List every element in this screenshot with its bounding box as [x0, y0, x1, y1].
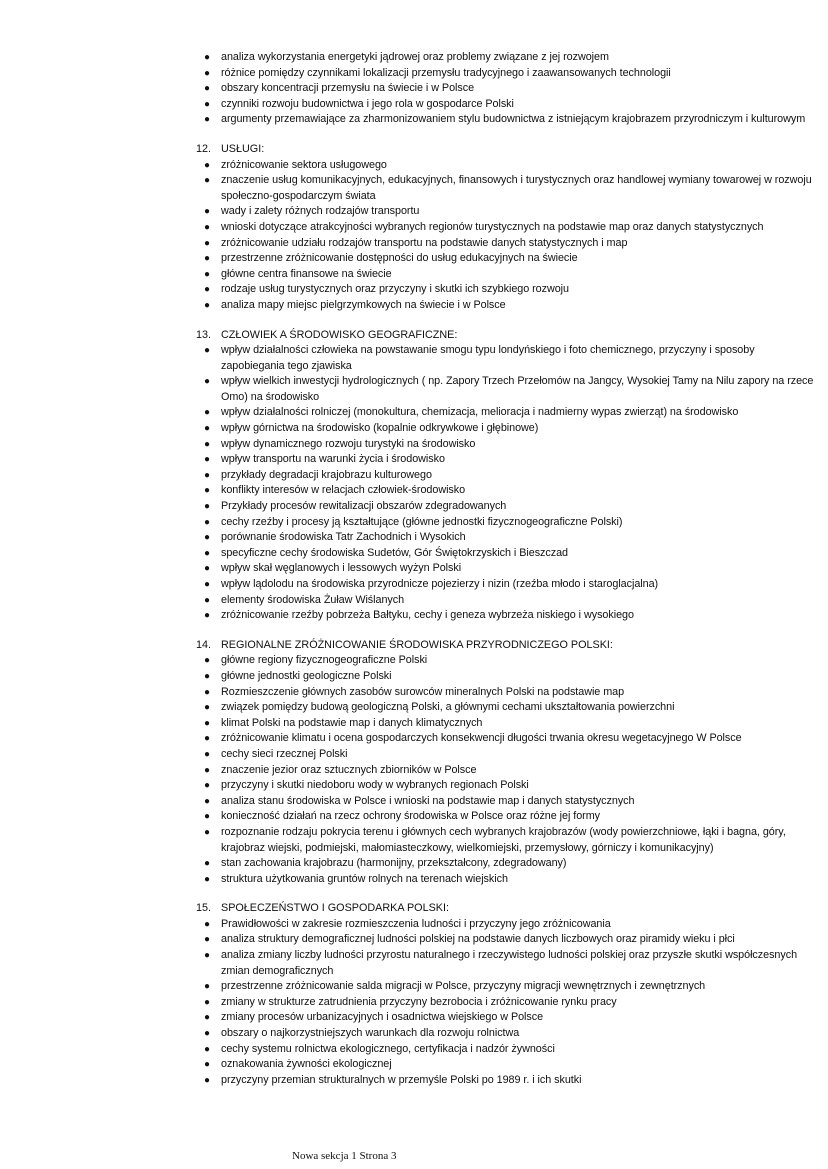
bullet-icon: ● — [204, 52, 210, 63]
bullet-icon: ● — [204, 780, 210, 792]
section — [0, 638, 828, 888]
list-item-text: wpływ działalności człowieka na powstawanie smogu typu londyńskiego i foto chemicznego, przyczyny i sposoby zapobiegania tego zjawiska — [221, 344, 755, 372]
bullet-icon: ● — [204, 454, 210, 466]
list-item-text: analiza zmiany liczby ludności przyrostu naturalnego i rzeczywistego ludności polskiej oraz przyszłe skutki współczesnych zmian demograficznych — [221, 949, 798, 977]
list-item-text: wpływ skał węglanowych i lessowych wyżyn Polski — [221, 562, 462, 575]
bullet-icon: ● — [204, 407, 210, 419]
list-item-text: Przykłady procesów rewitalizacji obszarów zdegradowanych — [221, 500, 507, 513]
list-item-text: cechy sieci rzecznej Polski — [221, 747, 348, 760]
list-item-text: główne regiony fizycznogeograficzne Polski — [221, 654, 428, 667]
section-list — [0, 653, 828, 887]
bullet-icon: ● — [204, 469, 210, 481]
list-item — [0, 81, 828, 97]
bullet-icon: ● — [204, 826, 210, 838]
bullet-icon: ● — [204, 1043, 210, 1055]
list-item-text: główne centra finansowe na świecie — [221, 267, 392, 280]
bullet-icon: ● — [204, 717, 210, 729]
bullet-icon: ● — [204, 811, 210, 823]
sections-container — [0, 142, 828, 1088]
list-item — [0, 97, 828, 113]
list-item — [0, 593, 828, 609]
list-item-text: konieczność działań na rzecz ochrony środowiska w Polsce oraz różne jej formy — [221, 810, 601, 823]
list-item-text: wpływ transportu na warunki życia i środowisko — [221, 453, 445, 466]
list-item — [0, 948, 828, 979]
bullet-icon: ● — [204, 981, 210, 993]
bullet-icon: ● — [204, 1028, 210, 1040]
bullet-icon: ● — [204, 563, 210, 575]
section-title: SPOŁECZEŃSTWO I GOSPODARKA POLSKI: — [221, 902, 449, 915]
list-item — [0, 499, 828, 515]
list-item-text: rodzaje usług turystycznych oraz przyczyny i skutki ich szybkiego rozwoju — [221, 283, 569, 296]
page-footer: Nowa sekcja 1 Strona 3 — [292, 1150, 397, 1162]
list-item — [0, 66, 828, 82]
bullet-icon: ● — [204, 918, 210, 930]
list-item — [0, 204, 828, 220]
list-item — [0, 267, 828, 283]
bullet-icon: ● — [204, 376, 210, 388]
list-item-text: specyficzne cechy środowiska Sudetów, Gór Świętokrzyskich i Bieszczad — [221, 546, 568, 559]
list-item-text: rozpoznanie rodzaju pokrycia terenu i głównych cech wybranych krajobrazów (wody powierzchniowe, łąki i bagna, góry, krajobraz wiejski, podmiejski, małomiasteczkowy, wielkomiejski, przemysłowy, górniczy i komunikacyjny) — [221, 825, 786, 854]
list-item-text: przyczyny i skutki niedoboru wody w wybranych regionach Polski — [221, 779, 529, 792]
list-item-text: wpływ działalności rolniczej (monokultura, chemizacja, melioracja i nadmierny wypas zwierząt) na środowisko — [221, 406, 739, 419]
bullet-icon: ● — [204, 284, 210, 296]
list-item — [0, 343, 828, 374]
list-item — [0, 856, 828, 872]
list-item-text: główne jednostki geologiczne Polski — [221, 669, 392, 682]
intro-list — [0, 50, 828, 128]
list-item-text: przykłady degradacji krajobrazu kulturowego — [221, 468, 432, 481]
list-item — [0, 932, 828, 948]
list-item — [0, 809, 828, 825]
list-item — [0, 405, 828, 421]
bullet-icon: ● — [204, 114, 210, 126]
bullet-icon: ● — [204, 438, 210, 450]
list-item — [0, 173, 828, 204]
section-title: USŁUGI: — [221, 142, 265, 155]
section-number: 13. — [196, 328, 212, 341]
list-item — [0, 220, 828, 236]
bullet-icon: ● — [204, 795, 210, 807]
bullet-icon: ● — [204, 485, 210, 497]
list-item-text: zróżnicowanie rzeźby pobrzeża Bałtyku, cechy i geneza wybrzeża niskiego i wysokiego — [221, 609, 634, 622]
list-item — [0, 158, 828, 174]
bullet-icon: ● — [204, 1012, 210, 1024]
section — [0, 328, 828, 624]
list-item-text: analiza mapy miejsc pielgrzymkowych na świecie i w Polsce — [221, 298, 506, 311]
list-item-text: zróżnicowanie udziału rodzajów transportu na podstawie danych statystycznych i map — [221, 236, 628, 249]
list-item — [0, 653, 828, 669]
section-heading — [0, 142, 828, 158]
list-item-text: obszary o najkorzystniejszych warunkach dla rozwoju rolnictwa — [221, 1027, 520, 1040]
bullet-icon: ● — [204, 67, 210, 79]
list-item-text: przestrzenne zróżnicowanie dostępności do usług edukacyjnych na świecie — [221, 252, 578, 265]
bullet-icon: ● — [204, 423, 210, 435]
document-page — [0, 50, 828, 1088]
bullet-icon: ● — [204, 670, 210, 682]
list-item-text: cechy rzeźby i procesy ją kształtujące (główne jednostki fizycznogeograficzne Polski) — [221, 515, 623, 528]
bullet-icon: ● — [204, 733, 210, 745]
list-item-text: obszary koncentracji przemysłu na świecie i w Polsce — [221, 82, 475, 95]
list-item-text: przyczyny przemian strukturalnych w przemyśle Polski po 1989 r. i ich skutki — [221, 1073, 582, 1086]
list-item-text: oznakowania żywności ekologicznej — [221, 1058, 392, 1071]
list-item-text: elementy środowiska Żuław Wiślanych — [221, 593, 405, 606]
section-number: 14. — [196, 638, 212, 651]
bullet-icon: ● — [204, 1059, 210, 1071]
bullet-icon: ● — [204, 610, 210, 622]
list-item-text: wnioski dotyczące atrakcyjności wybranych regionów turystycznych na podstawie map oraz danych statystycznych — [221, 220, 764, 233]
list-item-text: zróżnicowanie klimatu i ocena gospodarczych konsekwencji długości trwania okresu wegetacyjnego W Polsce — [221, 732, 742, 745]
list-item — [0, 374, 828, 405]
list-item — [0, 979, 828, 995]
bullet-icon: ● — [204, 594, 210, 606]
list-item — [0, 468, 828, 484]
list-item — [0, 236, 828, 252]
list-item-text: analiza stanu środowiska w Polsce i wnioski na podstawie map i danych statystycznych — [221, 794, 635, 807]
bullet-icon: ● — [204, 579, 210, 590]
bullet-icon: ● — [204, 237, 210, 249]
bullet-icon: ● — [204, 532, 210, 544]
bullet-icon: ● — [204, 748, 210, 760]
list-item-text: stan zachowania krajobrazu (harmonijny, przekształcony, zdegradowany) — [221, 857, 567, 870]
list-item — [0, 437, 828, 453]
list-item — [0, 1057, 828, 1073]
list-item — [0, 778, 828, 794]
list-item-text: wpływ górnictwa na środowisko (kopalnie odkrywkowe i głębinowe) — [221, 422, 539, 435]
bullet-icon: ● — [204, 175, 210, 187]
list-item-text: klimat Polski na podstawie map i danych klimatycznych — [221, 716, 483, 729]
list-item — [0, 282, 828, 298]
list-item — [0, 452, 828, 468]
list-item — [0, 669, 828, 685]
section-number: 15. — [196, 902, 212, 915]
section — [0, 142, 828, 314]
list-item — [0, 483, 828, 499]
list-item — [0, 825, 828, 856]
list-item — [0, 794, 828, 810]
bullet-icon: ● — [204, 547, 210, 559]
list-item-text: argumenty przemawiające za zharmonizowaniem stylu budownictwa z istniejącym krajobrazem przyrodniczym i kulturowym — [221, 113, 806, 126]
list-item — [0, 546, 828, 562]
list-item-text: konflikty interesów w relacjach człowiek-środowisko — [221, 484, 466, 497]
list-item-text: wpływ dynamicznego rozwoju turystyki na środowisko — [221, 437, 476, 450]
list-item-text: Rozmieszczenie głównych zasobów surowców mineralnych Polski na podstawie map — [221, 685, 625, 698]
list-item-text: zmiany procesów urbanizacyjnych i osadnictwa wiejskiego w Polsce — [221, 1011, 544, 1024]
list-item — [0, 251, 828, 267]
section-number: 12. — [196, 142, 212, 155]
bullet-icon: ● — [204, 934, 210, 946]
list-item-text: czynniki rozwoju budownictwa i jego rola w gospodarce Polski — [221, 97, 514, 110]
list-item — [0, 700, 828, 716]
list-item-text: porównanie środowiska Tatr Zachodnich i Wysokich — [221, 531, 466, 544]
bullet-icon: ● — [204, 83, 210, 95]
bullet-icon: ● — [204, 655, 210, 667]
section-heading — [0, 328, 828, 344]
list-item-text: znaczenie usług komunikacyjnych, edukacyjnych, finansowych i turystycznych oraz handlowej wymiany towarowej w rozwoju społeczno-gospodarczym świata — [221, 174, 812, 202]
list-item — [0, 50, 828, 66]
list-item-text: związek pomiędzy budową geologiczną Polski, a głównymi cechami ukształtowania powierzchni — [221, 701, 675, 714]
bullet-icon: ● — [204, 501, 210, 513]
list-item — [0, 716, 828, 732]
list-item — [0, 917, 828, 933]
bullet-icon: ● — [204, 1074, 210, 1086]
bullet-icon: ● — [204, 268, 210, 280]
list-item-text: zmiany w strukturze zatrudnienia przyczyny bezrobocia i zróżnicowanie rynku pracy — [221, 995, 617, 1008]
list-item — [0, 421, 828, 437]
bullet-icon: ● — [204, 206, 210, 218]
list-item-text: przestrzenne zróżnicowanie salda migracji w Polsce, przyczyny migracji wewnętrznych i zewnętrznych — [221, 980, 706, 993]
list-item — [0, 561, 828, 577]
section-list — [0, 158, 828, 314]
bullet-icon: ● — [204, 345, 210, 357]
list-item — [0, 1010, 828, 1026]
list-item-text: wpływ lądolodu na środowiska przyrodnicze pojezierzy i nizin (rzeźba młodo i staroglacjalna) — [221, 578, 659, 590]
list-item-text: Prawidłowości w zakresie rozmieszczenia ludności i przyczyny jego zróżnicowania — [221, 917, 611, 930]
list-item-text: różnice pomiędzy czynnikami lokalizacji przemysłu tradycyjnego i zaawansowanych technologii — [221, 66, 671, 79]
list-item — [0, 298, 828, 314]
bullet-icon: ● — [204, 299, 210, 311]
bullet-icon: ● — [204, 686, 210, 698]
list-item — [0, 530, 828, 546]
list-item-text: wpływ wielkich inwestycji hydrologicznych ( np. Zapory Trzech Przełomów na Jangcy, Wysokiej Tamy na Nilu zapory na rzece Omo) na środowisko — [221, 375, 814, 403]
bullet-icon: ● — [204, 950, 210, 962]
list-item-text: znaczenie jezior oraz sztucznych zbiorników w Polsce — [221, 763, 477, 776]
list-item — [0, 747, 828, 763]
list-item — [0, 763, 828, 779]
list-item — [0, 731, 828, 747]
section-heading — [0, 901, 828, 917]
bullet-icon: ● — [204, 253, 210, 265]
list-item — [0, 515, 828, 531]
list-item — [0, 1073, 828, 1089]
list-item-text: wady i zalety różnych rodzajów transportu — [221, 205, 420, 218]
bullet-icon: ● — [204, 873, 210, 885]
bullet-icon: ● — [204, 516, 210, 528]
list-item — [0, 577, 828, 593]
section-list — [0, 917, 828, 1089]
list-item — [0, 685, 828, 701]
bullet-icon: ● — [204, 996, 210, 1008]
section-heading — [0, 638, 828, 654]
bullet-icon: ● — [204, 98, 210, 110]
list-item — [0, 1026, 828, 1042]
list-item-text: struktura użytkowania gruntów rolnych na terenach wiejskich — [221, 872, 508, 885]
section-title: CZŁOWIEK A ŚRODOWISKO GEOGRAFICZNE: — [221, 328, 458, 341]
bullet-icon: ● — [204, 764, 210, 776]
bullet-icon: ● — [204, 858, 210, 870]
section — [0, 901, 828, 1088]
list-item — [0, 608, 828, 624]
bullet-icon: ● — [204, 702, 210, 714]
bullet-icon: ● — [204, 221, 210, 233]
list-item-text: cechy systemu rolnictwa ekologicznego, certyfikacja i nadzór żywności — [221, 1042, 555, 1055]
bullet-icon: ● — [204, 159, 210, 171]
list-item — [0, 112, 828, 128]
section-title: REGIONALNE ZRÓŻNICOWANIE ŚRODOWISKA PRZYRODNICZEGO POLSKI: — [221, 638, 613, 651]
list-item — [0, 872, 828, 888]
list-item-text: analiza wykorzystania energetyki jądrowej oraz problemy związane z jej rozwojem — [221, 51, 609, 63]
list-item-text: analiza struktury demograficznej ludności polskiej na podstawie danych liczbowych oraz piramidy wieku i płci — [221, 933, 735, 946]
list-item — [0, 995, 828, 1011]
list-item — [0, 1042, 828, 1058]
section-list — [0, 343, 828, 624]
list-item-text: zróżnicowanie sektora usługowego — [221, 158, 387, 171]
